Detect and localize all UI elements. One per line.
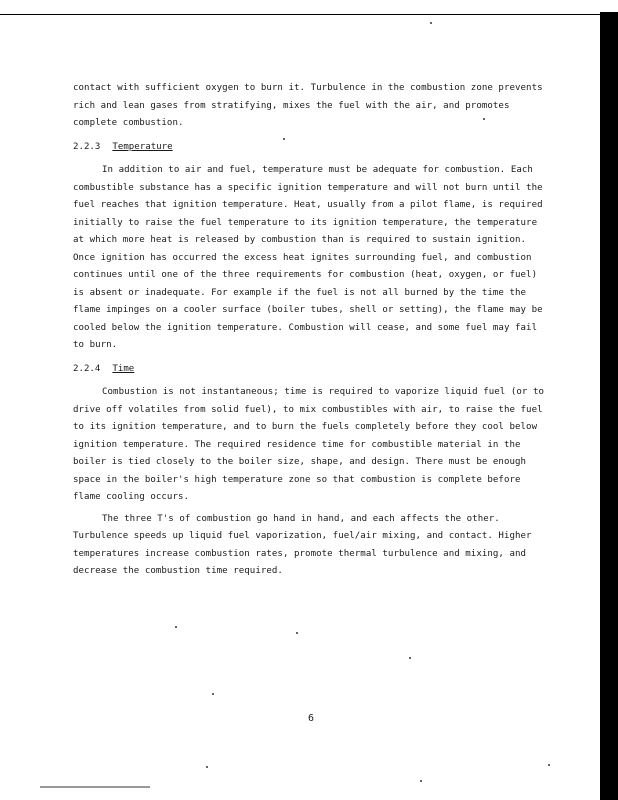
section-heading-time (73, 361, 549, 379)
section-number: 2.2.3 (73, 141, 101, 152)
scan-speck (420, 780, 422, 782)
scan-right-border (600, 12, 618, 800)
page-number: 6 (308, 713, 315, 724)
paragraph-temperature: In addition to air and fuel, temperature must be adequate for combustion. Each combustible substance has a specific ignition temperature and will not burn until the fuel reaches that ignition temperature. Heat, usually from a pilot flame, is required initially to raise the fuel temperature to its ignition temperature, the temperature at which more heat is released by combustion than is required to sustain ignition. Once ignition has occurred the excess heat ignites surrounding fuel, and combustion continues until one of the three requirements for combustion (heat, oxygen, or fuel) is absent or inadequate. For example if the fuel is not all burned by the time the flame impinges on a cooler surface (boiler tubes, shell or setting), the flame may be cooled below the ignition temperature. Combustion will cease, and some fuel may fail to burn. (73, 165, 543, 350)
scan-speck (175, 626, 177, 628)
section-title: Time (112, 363, 135, 374)
section-heading-temperature (73, 139, 549, 157)
document-body (73, 80, 549, 581)
paragraph-time-2: The three T's of combustion go hand in hand, and each affects the other. Turbulence speeds up liquid fuel vaporization, fuel/air mixing, and contact. Higher temperatures increase combustion rates, promote thermal turbulence and mixing, and decrease the combustion time required. (73, 513, 532, 576)
scan-speck (296, 632, 298, 634)
scan-speck (206, 766, 208, 768)
scan-speck (430, 22, 432, 24)
scan-bottom-smudge (40, 786, 150, 788)
section-number: 2.2.4 (73, 363, 101, 374)
paragraph-time-1: Combustion is not instantaneous; time is required to vaporize liquid fuel (or to drive off volatiles from solid fuel), to mix combustibles with air, to raise the fuel to its ignition temperature, and to burn the fuels completely before they cool below ignition temperature. The required residence time for combustible material in the boiler is tied closely to the boiler size, shape, and design. There must be enough space in the boiler's high temperature zone so that combustion is complete before flame cooling occurs. (73, 387, 544, 502)
scan-speck (212, 693, 214, 695)
paragraph-continuation: contact with sufficient oxygen to burn it. Turbulence in the combustion zone prevents rich and lean gases from stratifying, mixes the fuel with the air, and promotes complete combustion. (73, 83, 543, 128)
section-title: Temperature (112, 141, 173, 152)
scan-top-rule (0, 14, 600, 15)
scan-speck (409, 657, 411, 659)
scan-speck (548, 764, 550, 766)
